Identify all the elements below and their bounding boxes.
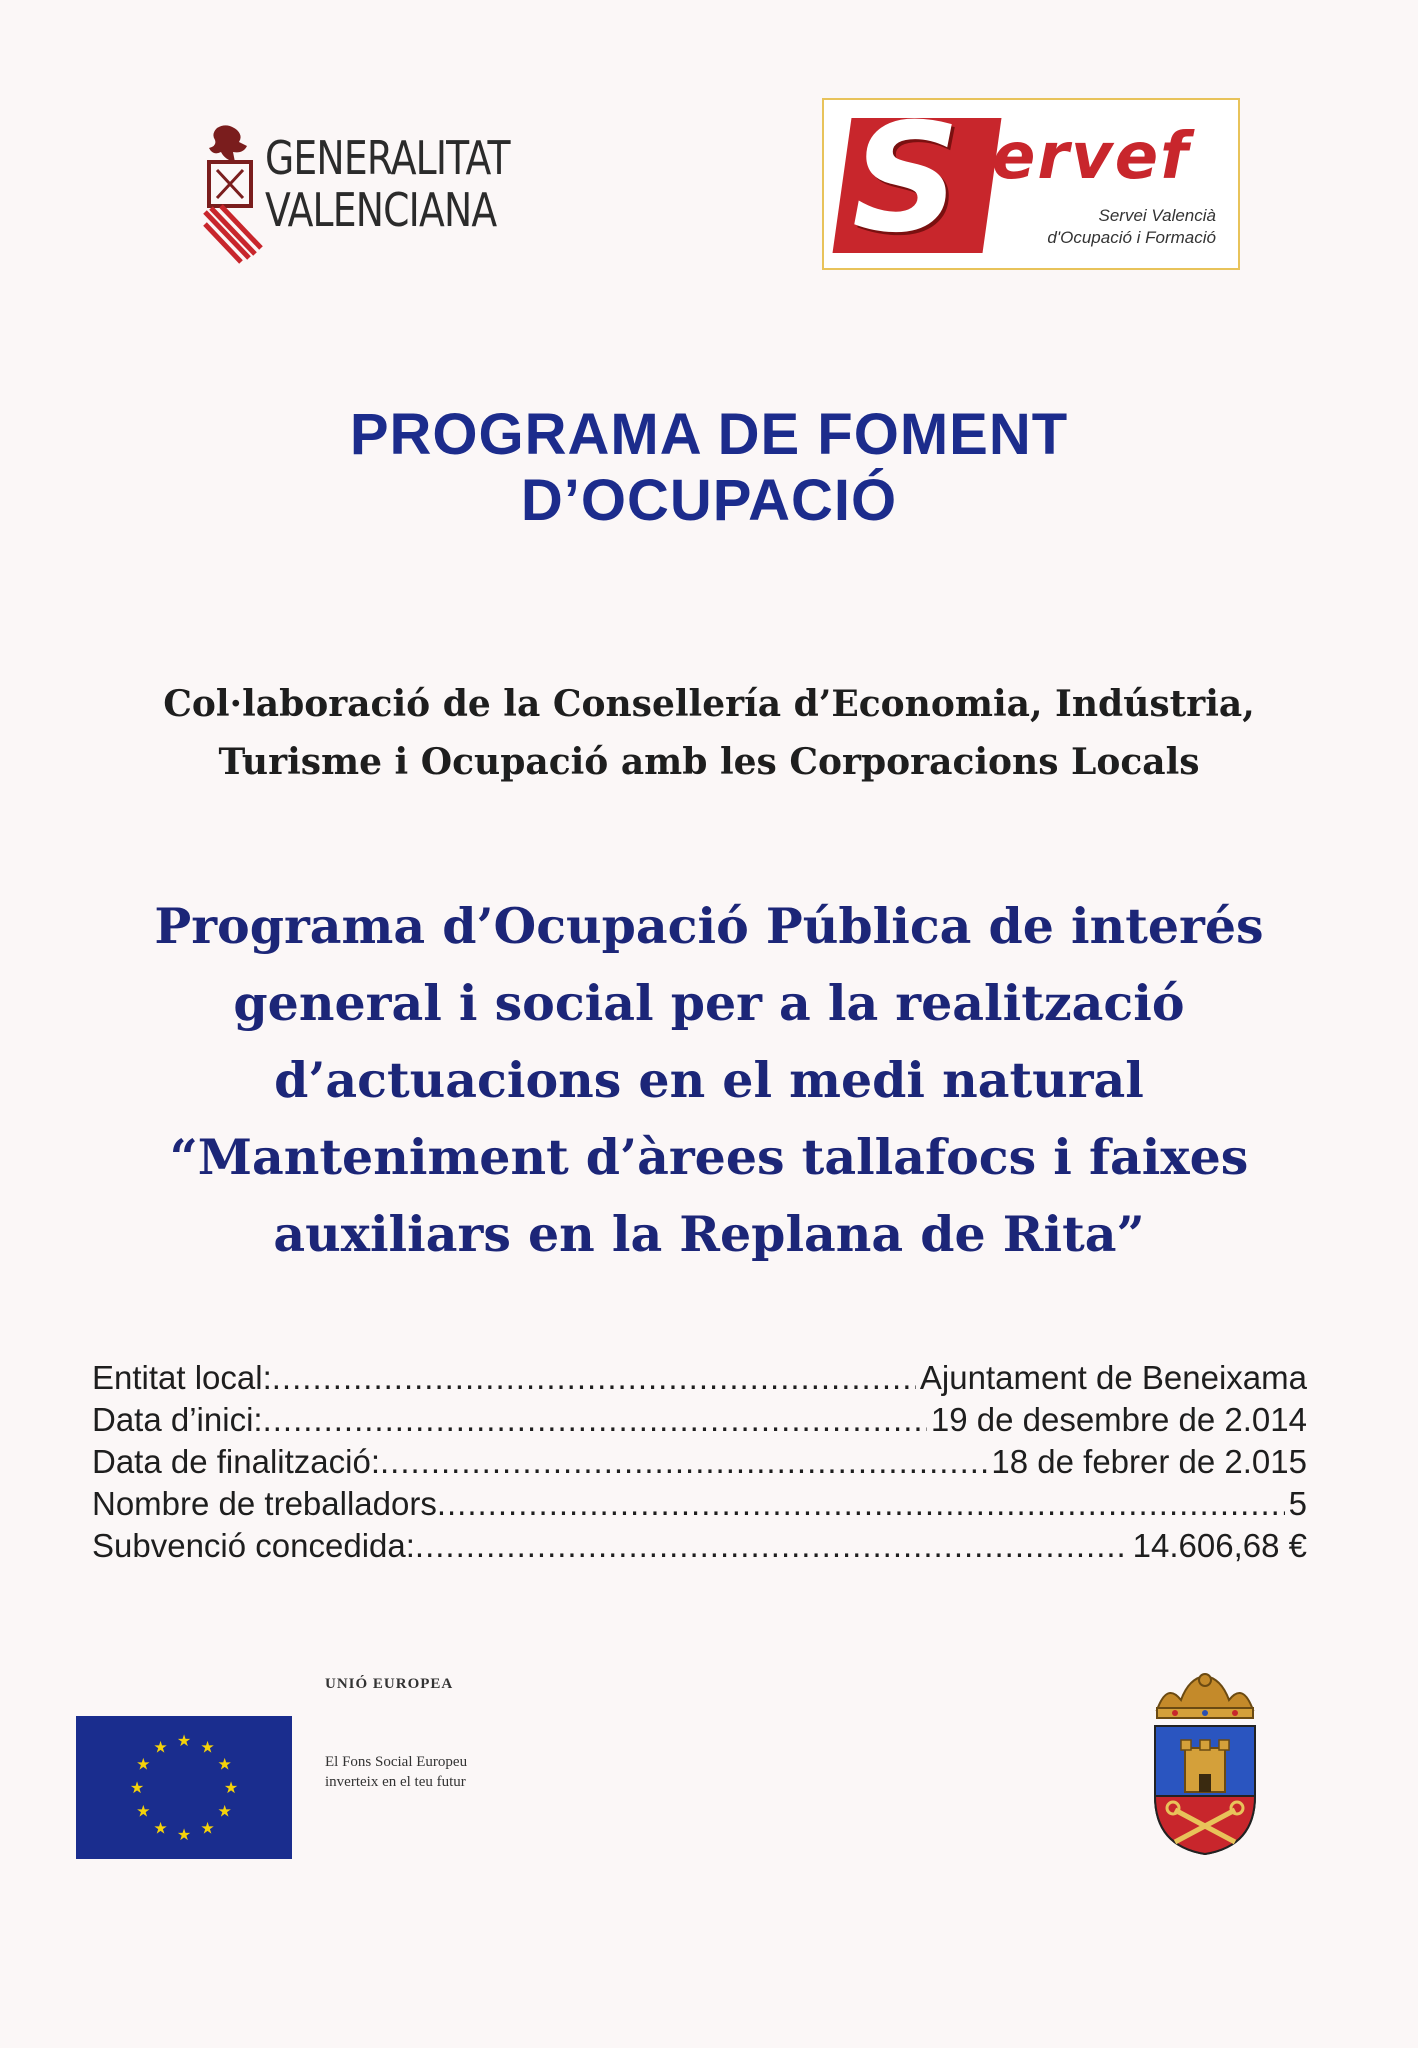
eu-line-2: inverteix en el teu futur bbox=[325, 1774, 466, 1790]
servef-logo bbox=[822, 92, 1240, 270]
eu-star-icon: ★ bbox=[136, 1803, 151, 1821]
detail-value: 5 bbox=[1288, 1485, 1307, 1522]
leader-dots bbox=[380, 1441, 987, 1483]
eu-flag-icon bbox=[76, 1716, 292, 1859]
title-line-2: D’OCUPACIÓ bbox=[520, 468, 898, 533]
generalitat-emblem-icon bbox=[195, 120, 265, 270]
program-line-1: Programa d’Ocupació Pública de interés bbox=[154, 897, 1264, 955]
servef-s-letter: S bbox=[852, 92, 961, 266]
collaboration-line-1: Col·laboració de la Consellería d’Economia, Indústria, bbox=[163, 683, 1255, 725]
eu-star-icon: ★ bbox=[153, 1820, 168, 1838]
title-line-1: PROGRAMA DE FOMENT bbox=[349, 402, 1069, 467]
program-line-2: general i social per a la realització bbox=[233, 974, 1185, 1032]
detail-label: Data d’inici: bbox=[92, 1401, 263, 1438]
leader-dots bbox=[272, 1357, 916, 1399]
detail-row-end-date bbox=[92, 1441, 1307, 1483]
eu-star-icon: ★ bbox=[129, 1780, 145, 1797]
eu-star-icon: ★ bbox=[176, 1827, 192, 1844]
eu-star-icon: ★ bbox=[223, 1780, 239, 1797]
eu-star-icon: ★ bbox=[200, 1739, 215, 1757]
leader-dots bbox=[263, 1399, 927, 1441]
project-details bbox=[92, 1357, 1307, 1567]
eu-star-icon: ★ bbox=[217, 1803, 232, 1821]
collaboration-line-2: Turisme i Ocupació amb les Corporacions Locals bbox=[218, 741, 1200, 783]
eu-star-icon: ★ bbox=[200, 1820, 215, 1838]
eu-line-1: El Fons Social Europeu bbox=[325, 1754, 468, 1770]
page-title bbox=[0, 402, 1418, 534]
detail-label: Subvenció concedida: bbox=[92, 1527, 415, 1564]
detail-value: 14.606,68 € bbox=[1132, 1527, 1307, 1564]
servef-subtitle-2: d'Ocupació i Formació bbox=[1047, 228, 1216, 247]
eu-star-icon: ★ bbox=[136, 1756, 151, 1774]
eu-stars bbox=[76, 1716, 292, 1859]
detail-row-entity bbox=[92, 1357, 1307, 1399]
leader-dots bbox=[437, 1483, 1285, 1525]
detail-label: Data de finalització: bbox=[92, 1443, 380, 1480]
detail-row-subsidy bbox=[92, 1525, 1307, 1567]
detail-value: 19 de desembre de 2.014 bbox=[930, 1401, 1307, 1438]
leader-dots bbox=[415, 1525, 1129, 1567]
detail-label: Nombre de treballadors bbox=[92, 1485, 437, 1522]
program-line-3: d’actuacions en el medi natural bbox=[274, 1051, 1144, 1109]
servef-wordmark: ervef bbox=[992, 120, 1190, 194]
eu-star-icon: ★ bbox=[217, 1756, 232, 1774]
collaboration-text bbox=[0, 675, 1418, 791]
detail-value: Ajuntament de Beneixama bbox=[919, 1359, 1307, 1396]
beneixama-coat-of-arms-icon bbox=[1135, 1670, 1275, 1860]
generalitat-line2: VALENCIANA bbox=[265, 183, 497, 237]
detail-label: Entitat local: bbox=[92, 1359, 272, 1396]
eu-star-icon: ★ bbox=[153, 1739, 168, 1757]
detail-row-start-date bbox=[92, 1399, 1307, 1441]
detail-row-workers bbox=[92, 1483, 1307, 1525]
eu-star-icon: ★ bbox=[176, 1733, 192, 1750]
servef-subtitle-1: Servei Valencià bbox=[1098, 206, 1216, 225]
generalitat-logo bbox=[195, 120, 525, 270]
eu-title: UNIÓ EUROPEA bbox=[325, 1676, 454, 1692]
generalitat-line1: GENERALITAT bbox=[265, 131, 510, 185]
program-line-5: auxiliars en la Replana de Rita” bbox=[273, 1205, 1145, 1263]
program-line-4: “Manteniment d’àrees tallafocs i faixes bbox=[169, 1128, 1249, 1186]
program-title bbox=[0, 888, 1418, 1273]
detail-value: 18 de febrer de 2.015 bbox=[991, 1443, 1307, 1480]
